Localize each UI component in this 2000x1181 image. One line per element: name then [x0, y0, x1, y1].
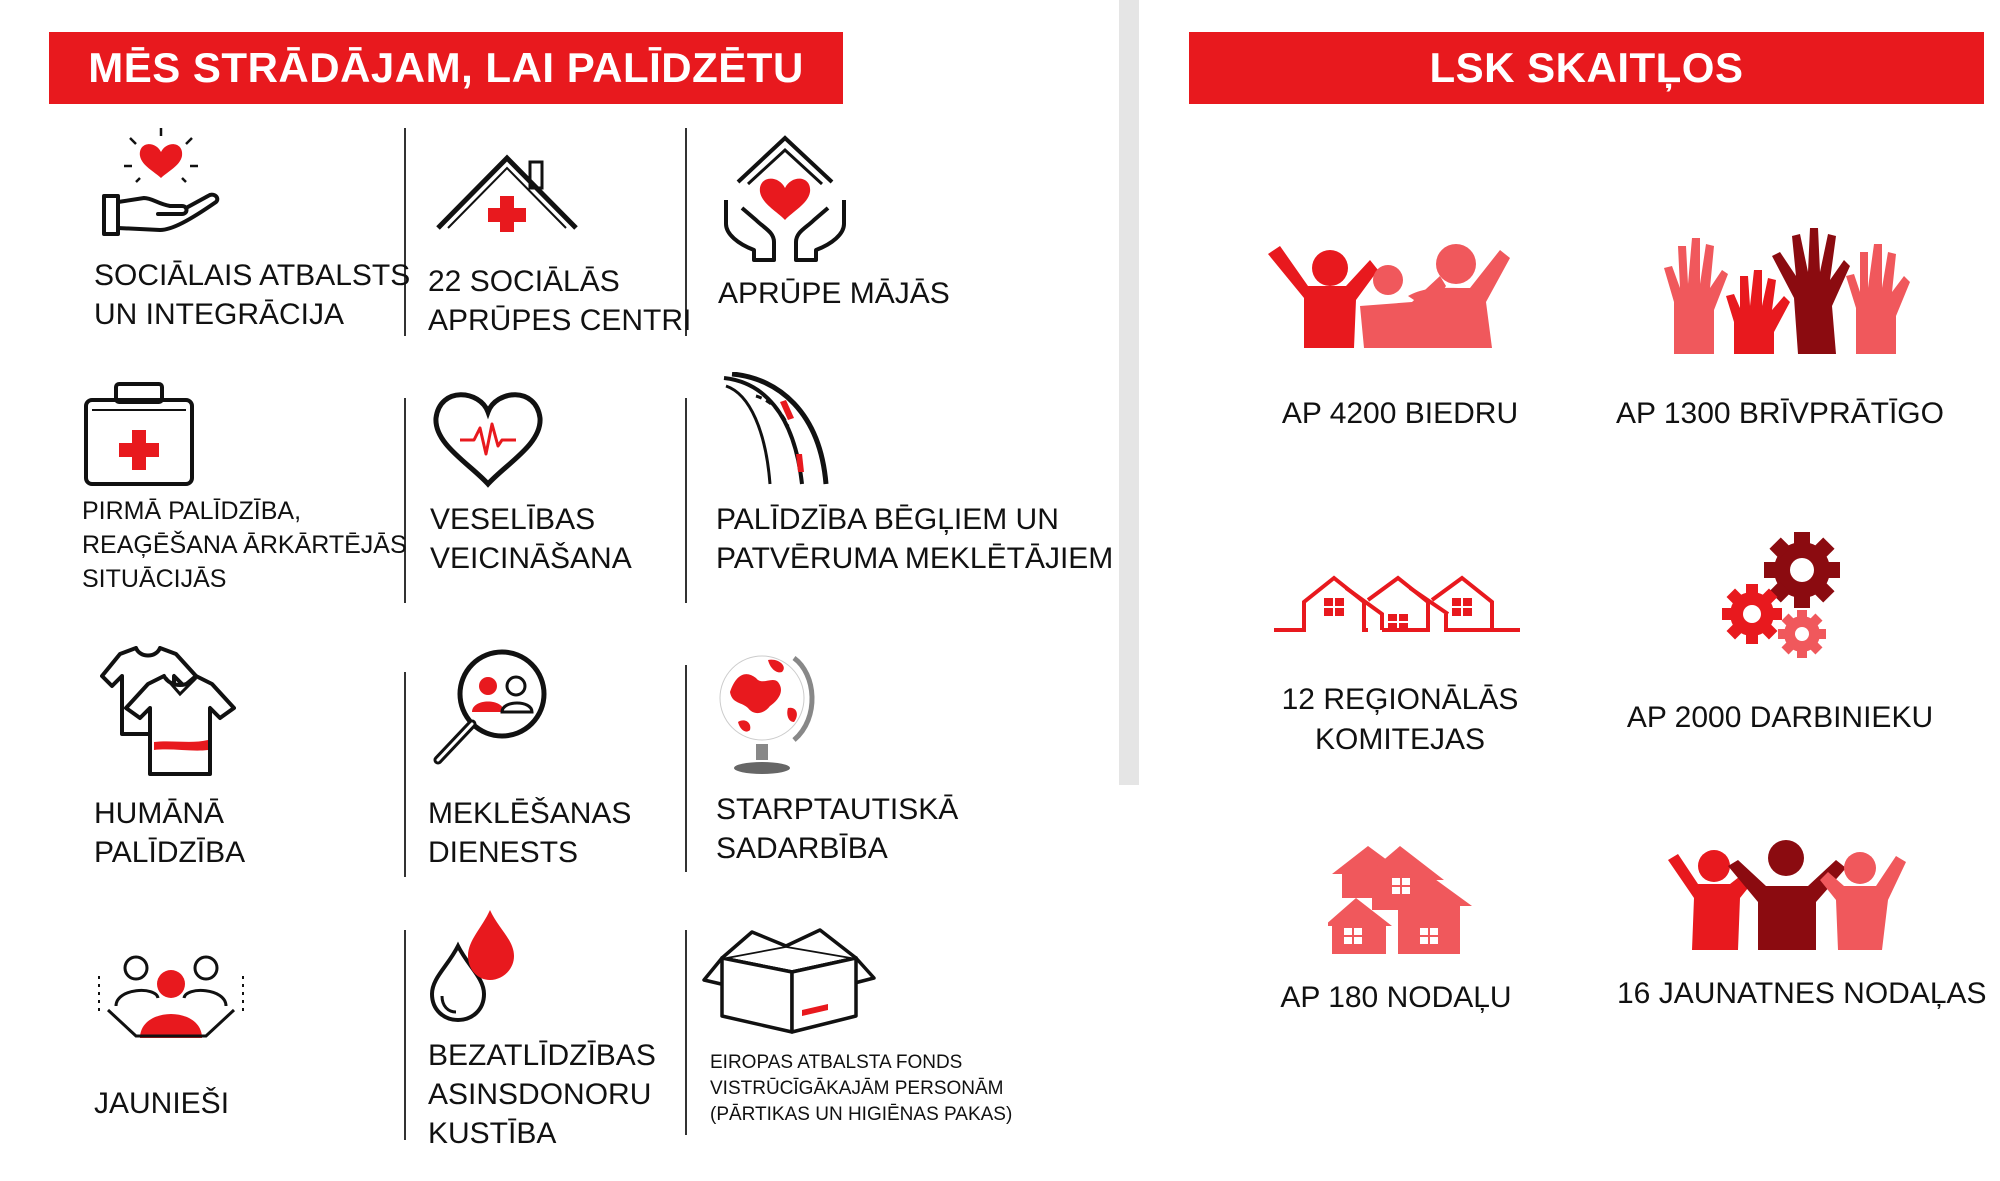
raised-hands-icon: [1660, 226, 1910, 354]
service-line: PALĪDZĪBA BĒGĻIEM UN: [716, 503, 1059, 536]
heart-hand-icon: [100, 126, 224, 238]
service-line: STARPTAUTISKĀ: [716, 793, 959, 826]
column-separator: [685, 665, 687, 872]
stat-line: KOMITEJAS: [1314, 723, 1486, 756]
service-line: HUMĀNĀ: [94, 797, 225, 830]
service-line: UN INTEGRĀCIJA: [94, 298, 345, 331]
blood-drops-icon: [428, 906, 520, 1022]
column-separator: [685, 398, 687, 603]
globe-icon: [716, 652, 818, 776]
service-line: APRŪPES CENTRI: [428, 304, 692, 337]
service-line: VESELĪBAS: [430, 503, 596, 536]
houses-cluster-icon: [1328, 838, 1472, 954]
section-divider: [1119, 0, 1139, 785]
youth-group-icon: [96, 954, 246, 1040]
service-line: (PĀRTIKAS UN HIGIĒNAS PAKAS): [710, 1104, 1013, 1125]
service-line: 22 SOCIĀLĀS: [428, 265, 620, 298]
stat-label: AP 2000 DARBINIEKU: [1626, 701, 1934, 734]
left-title: MĒS STRĀDĀJAM, LAI PALĪDZĒTU: [88, 44, 804, 91]
houses-row-icon: [1272, 574, 1522, 634]
road-icon: [722, 372, 832, 486]
stat-label: AP 4200 BIEDRU: [1281, 397, 1519, 430]
gears-icon: [1722, 526, 1848, 664]
magnifier-people-icon: [428, 648, 550, 770]
service-line: PATVĒRUMA MEKLĒTĀJIEM: [716, 542, 1114, 575]
service-line: APRŪPE MĀJĀS: [718, 277, 950, 310]
home-hands-heart-icon: [718, 134, 852, 264]
people-cheering-icon: [1260, 236, 1510, 348]
service-line: SOCIĀLAIS ATBALSTS: [94, 259, 411, 292]
stat-line: 12 REĢIONĀLĀS: [1281, 683, 1519, 716]
stat-label: AP 1300 BRĪVPRĀTĪGO: [1616, 397, 1944, 430]
stat-label: AP 180 NODAĻU: [1280, 981, 1512, 1014]
heart-pulse-icon: [430, 384, 546, 488]
clothes-icon: [100, 646, 236, 776]
service-line: DIENESTS: [428, 836, 579, 869]
service-line: VISTRŪCĪGĀKAJĀM PERSONĀM: [710, 1078, 1004, 1099]
service-line: ASINSDONORU: [428, 1078, 652, 1111]
right-title-banner: [1189, 32, 1984, 104]
service-line: PIRMĀ PALĪDZĪBA,: [82, 497, 302, 525]
column-separator: [685, 930, 687, 1135]
service-line: PALĪDZĪBA: [94, 836, 246, 869]
stat-label: 16 JAUNATNES NODAĻAS: [1617, 977, 1987, 1010]
service-line: SITUĀCIJĀS: [82, 565, 227, 593]
stat-label: [1230, 680, 1570, 760]
service-line: JAUNIEŠI: [94, 1087, 230, 1120]
service-line: BEZATLĪDZĪBAS: [428, 1039, 656, 1072]
right-title: LSK SKAITĻOS: [1429, 44, 1744, 91]
box-icon: [702, 928, 876, 1034]
service-line: KUSTĪBA: [428, 1117, 557, 1150]
service-line: REAĢĒŠANA ĀRKĀRTĒJĀS: [82, 531, 407, 559]
first-aid-kit-icon: [82, 380, 196, 488]
service-line: MEKLĒŠANAS: [428, 797, 632, 830]
service-line: EIROPAS ATBALSTA FONDS: [710, 1052, 963, 1073]
column-separator: [404, 672, 406, 877]
column-separator: [404, 930, 406, 1140]
service-line: VEICINĀŠANA: [430, 542, 632, 575]
youth-cheering-icon: [1668, 840, 1906, 950]
service-line: SADARBĪBA: [716, 832, 888, 865]
house-cross-icon: [434, 150, 580, 232]
left-title-banner: [49, 32, 843, 104]
